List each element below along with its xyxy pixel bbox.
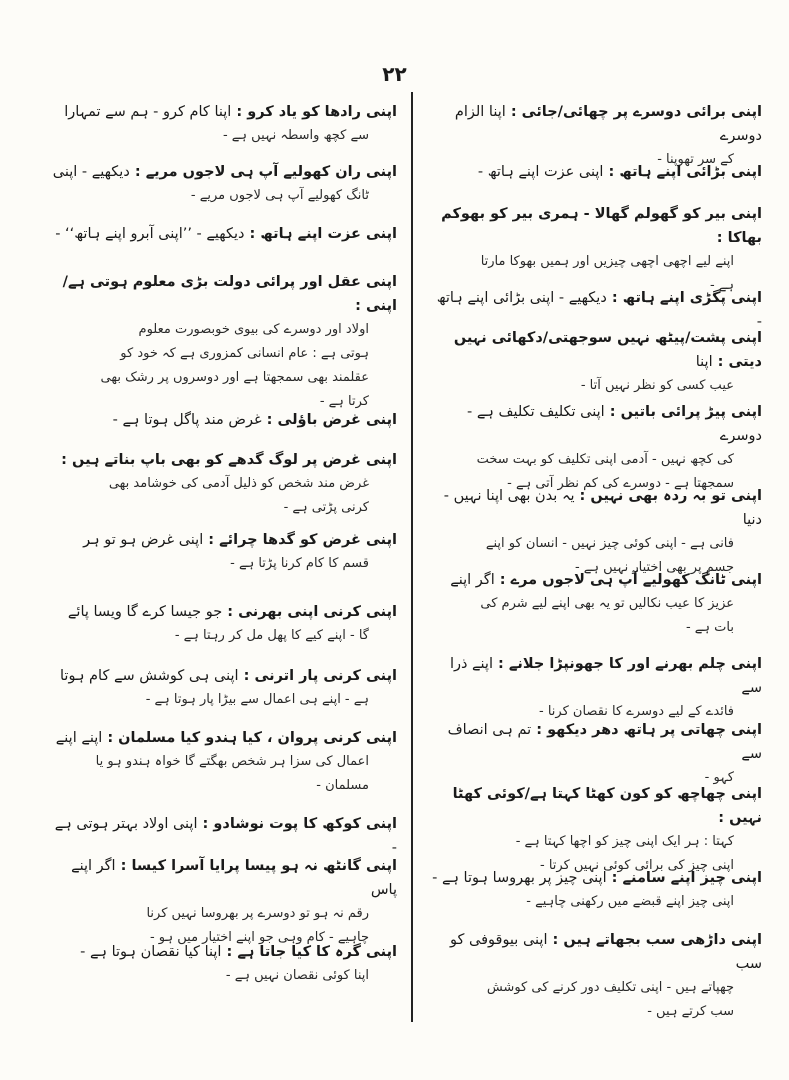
idiom-definition: اگر اپنے [450,572,495,588]
definition-continuation: ہے - [709,278,734,293]
definition-continuation: رقم نہ ہو تو دوسرے پر بھروسا نہیں کرنا [146,906,369,921]
idiom-headword: اپنی عزت اپنے ہاتھ [260,226,397,242]
idiom-entry [52,812,397,860]
idiom-definition: اپنے ذرا سے [449,656,762,696]
idiom-definition: غرض مند پاگل ہوتا ہے - [112,412,262,428]
definition-continuation: کرنی پڑتی ہے - [283,500,369,515]
idiom-entry [52,664,397,712]
idiom-definition: اپنی ہی کوشش سے کام ہوتا [60,668,239,684]
idiom-first-line [52,270,397,318]
idiom-definition: اپنا کام کرو - ہم سے تمہارا [64,104,232,120]
colon-separator: : [115,858,132,874]
definition-continuation: ہے - اپنے ہی اعمال سے بیڑا پار ہوتا ہے - [145,692,369,707]
idiom-first-line [52,100,397,124]
idiom-headword: اپنی بڑائی اپنے ہاتھ [619,164,762,180]
definition-continuation: عقلمند بھی سمجھتا ہے اور دوسروں پر رشک بھی [100,370,369,385]
idiom-definition: اپنی بیوقوفی کو سب [450,932,762,972]
idiom-headword: اپنی کرنی پار اترنی [254,668,397,684]
colon-separator: : [712,354,729,370]
colon-separator: : [222,604,239,620]
idiom-entry [52,528,397,576]
idiom-entry [52,600,397,648]
definition-continuation: فانی ہے - اپنی کوئی چیز نہیں - انسان کو اپنے [485,536,734,551]
definition-continuation: مسلمان - [316,778,369,793]
idiom-first-line [432,160,762,184]
idiom-definition: اپنے اپنے [55,730,103,746]
colon-separator: : [531,722,548,738]
colon-separator: : [716,230,728,246]
colon-separator: : [718,810,730,826]
definition-continuation: اپنے لیے اچھی اچھی چیزیں اور ہمیں بھوکا مارتا [480,254,734,269]
idiom-headword: اپنی داڑھی سب بجھاتے ہیں [563,932,762,948]
colon-separator: : [261,412,278,428]
idiom-headword: اپنی چیز اپنے سامنے [622,870,762,886]
idiom-first-line [52,448,397,472]
idiom-first-line [52,408,397,432]
idiom-first-line [52,940,397,964]
definition-continuation: قسم کا کام کرنا پڑتا ہے - [230,556,369,571]
definition-continuation: کہتا : ہر ایک اپنی چیز کو اچھا کہتا ہے - [515,834,734,849]
colon-separator: : [603,164,620,180]
colon-separator: : [606,290,623,306]
idiom-first-line [52,812,397,860]
definition-continuation: چھپاتے ہیں - اپنی تکلیف دور کرنے کی کوشش [486,980,734,995]
colon-separator: : [61,452,73,468]
idiom-first-line [432,326,762,374]
idiom-entry [52,100,397,148]
idiom-definition: دیکھیے - اپنی [52,164,130,180]
idiom-first-line [52,600,397,624]
idiom-definition: اپنی عزت اپنے ہاتھ - [477,164,604,180]
idiom-headword: اپنی چھاچھ کو کون کھٹا کہتا ہے/کوئی کھٹا نہیں [452,786,762,826]
colon-separator: : [494,572,511,588]
idiom-definition: دیکھیے - ’’اپنی آبرو اپنے ہاتھ‘‘ - [55,226,245,242]
idiom-entry [52,854,397,950]
idiom-headword: اپنی گانٹھ نہ ہو پیسا پرایا آسرا کیسا [131,858,397,874]
idiom-definition: اپنا الزام دوسرے [454,104,762,144]
idiom-first-line [432,782,762,830]
idiom-definition: اپنی اولاد بہتر ہوتی ہے - [54,816,397,856]
colon-separator: : [493,656,509,672]
idiom-first-line [432,484,762,532]
idiom-headword: اپنی چلم بھرنے اور کا جھونپڑا جلانے [508,656,762,672]
idiom-first-line [52,528,397,552]
idiom-entry [432,326,762,398]
idiom-definition: اپنا کیا نقصان ہوتا ہے - [80,944,222,960]
idiom-definition: تم ہی انصاف سے [447,722,762,762]
idiom-entry [432,568,762,640]
idiom-headword: اپنی بیر کو گھولم گھالا - ہمری بیر کو بھوکم بھاکا [441,206,762,246]
definition-continuation: غرض مند شخص کو ذلیل آدمی کی خوشامد بھی [108,476,369,491]
definition-continuation: اولاد اور دوسرے کی بیوی خوبصورت معلوم [138,322,369,337]
definition-continuation: جسم پر بھی اختیار نہیں ہے - [574,560,734,575]
definition-continuation: سے کچھ واسطہ نہیں ہے - [222,128,369,143]
definition-continuation: اپنی چیز اپنے قبضے میں رکھنی چاہیے - [526,894,734,909]
idiom-headword: اپنی تو بہ ردہ بھی نہیں [590,488,762,504]
idiom-entry [432,400,762,496]
idiom-headword: اپنی پگڑی اپنے ہاتھ [622,290,762,306]
colon-separator: : [547,932,564,948]
idiom-entry [52,448,397,520]
definition-continuation: بات ہے - [685,620,734,635]
idiom-definition: اگر اپنے پاس [71,858,397,898]
colon-separator: : [221,944,238,960]
idiom-headword: اپنی کوکھ کا پوت نوشادو [213,816,397,832]
definition-continuation: ٹانگ کھولیے آپ ہی لاجوں مریے - [190,188,369,203]
definition-continuation: چاہیے - کام وہی جو اپنے اختیار میں ہو - [149,930,369,945]
idiom-first-line [432,400,762,448]
idiom-headword: اپنی کرنی اپنی بھرنی [238,604,397,620]
idiom-first-line [52,726,397,750]
colon-separator: : [244,226,261,242]
idiom-entry [432,866,762,914]
idiom-first-line [432,718,762,766]
idiom-headword: اپنی کرنی پروان ، کیا ہندو کیا مسلمان [118,730,397,746]
definition-continuation: سمجھتا ہے - دوسرے کی کم نظر آتی ہے - [507,476,734,491]
idiom-headword: اپنی رادھا کو یاد کرو [247,104,397,120]
idiom-first-line [432,866,762,890]
idiom-first-line [52,222,397,246]
definition-continuation: کی کچھ نہیں - آدمی اپنی تکلیف کو بہت سخت [476,452,734,467]
definition-continuation: سب کرتے ہیں - [647,1004,734,1019]
idiom-definition: اپنی غرض ہو تو ہر [83,532,204,548]
colon-separator: : [606,870,623,886]
idiom-definition: اپنا [695,354,713,370]
idiom-first-line [52,664,397,688]
idiom-entry [432,782,762,878]
colon-separator: : [129,164,146,180]
definition-continuation: کے سر تھوپنا - [657,152,734,167]
definition-continuation: کہو - [704,770,734,785]
definition-continuation: کرتا ہے - [319,394,369,409]
idiom-entry [432,202,762,298]
idiom-first-line [432,928,762,976]
colon-separator: : [604,404,621,420]
idiom-headword: اپنی چھاتی پر ہاتھ دھر دیکھو [547,722,762,738]
idiom-definition: جو جیسا کرے گا ویسا پائے [67,604,223,620]
idiom-headword: اپنی پشت/پیٹھ نہیں سوجھتی/دکھائی نہیں دیتی [453,330,762,370]
idiom-entry [52,160,397,208]
idiom-entry [52,940,397,988]
colon-separator: : [102,730,119,746]
colon-separator: : [203,532,220,548]
idiom-headword: اپنی غرض کو گدھا چرائے [219,532,397,548]
idiom-definition: یہ بدن بھی اپنا نہیں - دنیا [443,488,762,528]
idiom-entry [432,718,762,790]
idiom-definition: اپنی تکلیف تکلیف ہے - دوسرے [467,404,762,444]
idiom-definition: اپنی چیز پر بھروسا ہوتا ہے - [432,870,607,886]
idiom-first-line [52,854,397,902]
definition-continuation: فائدے کے لیے دوسرے کا نقصان کرنا - [539,704,734,719]
idiom-definition: دیکھیے - اپنی بڑائی اپنے ہاتھ - [436,290,762,330]
idiom-entry [52,270,397,414]
colon-separator: : [574,488,591,504]
page-number: ۲۲ [382,62,407,86]
idiom-first-line [432,202,762,250]
idiom-first-line [432,100,762,148]
idiom-headword: اپنی غرض باؤلی [277,412,397,428]
idiom-entry [432,484,762,580]
idiom-headword: اپنی عقل اور پرائی دولت بڑی معلوم ہوتی ہے/اپنی [62,274,397,314]
idiom-headword: اپنی گرہ کا کیا جاتا ہے [237,944,397,960]
idiom-entry [52,726,397,798]
idiom-entry [52,408,397,432]
definition-continuation: ہوتی ہے : عام انسانی کمزوری ہے کہ خود کو [120,346,369,361]
idiom-headword: اپنی غرض پر لوگ گدھے کو بھی باپ بناتے ہیں [72,452,397,468]
idiom-headword: اپنی ٹانگ کھولیے آپ ہی لاجوں مرے [510,572,762,588]
idiom-first-line [432,568,762,592]
definition-continuation: عیب کسی کو نظر نہیں آتا - [580,378,734,393]
idiom-headword: اپنی پیڑ پرائی باتیں [620,404,762,420]
idiom-entry [52,222,397,246]
idiom-entry [432,928,762,1024]
idiom-first-line [432,652,762,700]
definition-continuation: اپنی چیز کی برائی کوئی نہیں کرتا - [540,858,734,873]
idiom-headword: اپنی برائی دوسرے پر چھائی/جائی [521,104,762,120]
column-divider [411,92,413,1022]
colon-separator: : [355,298,366,314]
definition-continuation: اعمال کی سزا ہر شخص بھگتے گا خواہ ہندو ہو یا [95,754,369,769]
idiom-entry [432,160,762,184]
idiom-first-line [52,160,397,184]
colon-separator: : [231,104,248,120]
colon-separator: : [197,816,214,832]
definition-continuation: گا - اپنے کیے کا پھل مل کر رہتا ہے - [174,628,369,643]
colon-separator: : [505,104,522,120]
idiom-entry [432,652,762,724]
definition-continuation: عزیز کا عیب نکالیں تو یہ بھی اپنے لیے شرم کی [480,596,734,611]
definition-continuation: اپنا کوئی نقصان نہیں ہے - [225,968,369,983]
colon-separator: : [238,668,255,684]
idiom-headword: اپنی ران کھولیے آپ ہی لاجوں مریے [145,164,397,180]
